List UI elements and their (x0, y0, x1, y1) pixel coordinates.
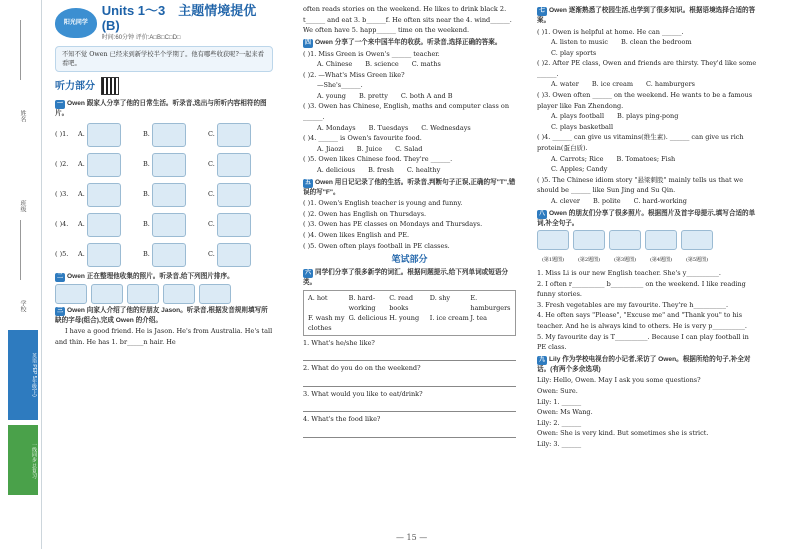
q7-options: C. plays basketball (551, 122, 614, 131)
option-letter: C. (208, 130, 215, 138)
word-bank-item: B. hard-working (348, 293, 376, 312)
q1-option[interactable] (143, 183, 205, 207)
q8-heading: Owen 的朋友们分享了很多照片。根据图片及首字母提示,填写合适的单词,补全句子。 (537, 209, 756, 227)
q3-heading: Owen 向家人介绍了他的好朋友 Jason。听录音,根据发音规则填写所缺的字母(组合),完成 Owen 的介绍。 (55, 306, 268, 324)
q7-options: A. listen to music B. clean the bedroom (551, 38, 692, 47)
q9-dialogue-line: Owen: Ms Wang. (537, 408, 593, 417)
q9-dialogue-line: Owen: She is very kind. But sometimes she is strict. (537, 429, 709, 438)
option-letter: C. (208, 190, 215, 198)
q1-option[interactable] (208, 213, 270, 237)
option-picture (217, 153, 251, 177)
word-bank-item: C. read books (389, 293, 414, 312)
option-letter: A. (78, 250, 85, 258)
writing-title: 笔试部分 (391, 254, 428, 265)
q4-options: A. Jiaozi B. Juice C. Salad (317, 144, 423, 153)
q1-option[interactable] (143, 243, 205, 267)
q9-dialogue-line: Lily: 1. ______ (537, 397, 582, 406)
class-label: 班级 (19, 200, 25, 212)
q1-row (55, 150, 273, 180)
picture-caption: (第3题图) (613, 257, 637, 264)
option-picture (87, 183, 121, 207)
q7-options: A. Carrots; Rice B. Tomatoes; Fish (551, 154, 676, 163)
q1-number: ( )1. (55, 130, 69, 138)
option-letter: C. (208, 250, 215, 258)
answer-line[interactable] (303, 376, 516, 387)
word-bank-item: D. shy (429, 293, 451, 302)
q4-question: ( )4. ______ is Owen's favourite food. (303, 134, 422, 143)
q1-number: ( )4. (55, 220, 69, 228)
word-bank-item: H. young (389, 313, 420, 322)
listening-title: 听力部分 (55, 80, 95, 92)
q1-option[interactable] (208, 123, 270, 147)
picture (573, 230, 605, 250)
word-bank-item: E. hamburgers (470, 293, 511, 312)
q8-picture (537, 230, 569, 266)
q1-number: ( )2. (55, 160, 69, 168)
q3-passage: I have a good friend. He is Jason. He's from Australia. He's tall and thin. He has 1. br_____n hair. He (55, 327, 273, 346)
column-1: 阳光同学 Units 1～3 主题情境提优(B) 时间:60分钟 评价:A□B□C□D□ 不知不觉 Owen 已经来到新学校半个学期了。他有哪些收获呢?一起来看看吧。 听力部分 一 Owen 跟家人分享了他的日常生活。听录音,选出与所听内容相符的图片。 ( )1. A. B. C. ( )2. A. B. C. ( )3. A. B. C. ( )4. A. B. C. ( )5. A. B. C. 二 Owen 正在整理他收集的照片。听录音,给下列图片排序。 三 Owen 向家人介绍了他的好朋友 Jason。听录音,根据发音规则填写所缺的字母(组合),完成 Owen 的介绍。 I have a good friend. He is Jason. He's from Australia. He's tall and thin. He has 1. br_____n hair. He (55, 2, 273, 346)
option-letter: A. (78, 220, 85, 228)
q9-dialogue-line: Lily: 2. ______ (537, 418, 582, 427)
option-picture (217, 123, 251, 147)
option-letter: A. (78, 190, 85, 198)
q5-heading: Owen 用日记记录了他的生活。听录音,判断句子正误,正确的写"T",错误的写"F"。 (303, 178, 516, 196)
option-letter: C. (208, 220, 215, 228)
q4-options: —She's______. (317, 81, 363, 90)
option-picture (217, 243, 251, 267)
q9-dialogue-line: Lily: 3. ______ (537, 439, 582, 448)
answer-line[interactable] (303, 401, 516, 412)
answer-line[interactable] (303, 350, 516, 361)
q9-dialogue-line: Owen: Sure. (537, 386, 578, 395)
q1-option[interactable] (78, 243, 140, 267)
q1-number: ( )3. (55, 190, 69, 198)
picture-caption: (第2题图) (577, 257, 601, 264)
q7-question: ( )1. Owen is helpful at home. He can ______. (537, 27, 684, 36)
option-letter: B. (143, 160, 150, 168)
q2-pictures (55, 284, 273, 304)
q7-heading: Owen 逐渐熟悉了校园生活,也学到了很多知识。根据语境选择合适的答案。 (537, 7, 756, 24)
option-picture (152, 123, 186, 147)
q6-question: 4. What's the food like? (303, 415, 381, 424)
picture (681, 230, 713, 250)
page-title: Units 1～3 主题情境提优(B) (101, 2, 257, 33)
q5-statement: ( )4. Owen likes English and PE. (303, 230, 410, 239)
option-picture (87, 153, 121, 177)
name-label: 姓名 (19, 110, 25, 122)
q4-question: ( )2. —What's Miss Green like? (303, 70, 405, 79)
option-picture (152, 243, 186, 267)
option-letter: B. (143, 220, 150, 228)
q8-picture (609, 230, 641, 266)
option-letter: A. (78, 160, 85, 168)
q7-options: C. Apples; Candy (551, 165, 608, 174)
option-picture (217, 213, 251, 237)
intro-text: 不知不觉 Owen 已经来到新学校半个学期了。他有哪些收获呢?一起来看看吧。 (55, 46, 273, 72)
q6-question: 2. What do you do on the weekend? (303, 364, 421, 373)
option-letter: C. (208, 160, 215, 168)
q1-option[interactable] (208, 183, 270, 207)
option-picture (87, 213, 121, 237)
q8-picture (645, 230, 677, 266)
q4-options: A. Mondays B. Tuesdays C. Wednesdays (317, 123, 471, 132)
page-number: — 15 — (396, 533, 428, 542)
word-bank (303, 290, 516, 336)
q1-row (55, 210, 273, 240)
column-2: often reads stories on the weekend. He likes to drink black 2. t______ and eat 3. b______f. He often sits near the 4. wind______. We often have 5. happ______ time on the weekend. 四 Owen 分享了一个来中国半年的收获。听录音,选择正确的答案。 ( )1. Miss Green is Owen's ______ teacher. A. Chinese B. science C. maths ( )2. —What's Miss Green like? —She's______. A. young B. pretty C. both A and B ( )3. Owen has Chinese, English, maths and computer class on ______. A. Mondays B. Tuesdays C. Wednesdays ( )4. ______ is Owen's favourite food. A. Jiaozi B. Juice C. Salad ( )5. Owen likes Chinese food. They're ______. A. delicious B. fresh C. healthy 五 Owen 用日记记录了他的生活。听录音,判断句子正误,正确的写"T",错误的写"F"。 ( )1. Owen's English teacher is young and funny. ( )2. Owen has English on Thursdays. ( )3. Owen has PE classes on Mondays and Thursdays. ( )4. Owen likes English and PE. ( )5. Owen often plays football in PE classes. 笔试部分 六 同学们分享了很多新学的词汇。根据问题提示,给下列单词或短语分类。 A. hot B. hard-working C. read books D. shy E. hamburgers F. wash my clothes G. delicious H. young I. ice cream J. tea 1. What's he/she like? 2. What do you do on the weekend? 3. What would you like to eat/drink? 4. What's the food like? (303, 4, 516, 440)
q7-options: C. play sports (551, 48, 597, 57)
option-picture (152, 213, 186, 237)
q4-question: ( )1. Miss Green is Owen's ______ teacher. (303, 49, 440, 58)
q6-question: 1. What's he/she like? (303, 338, 375, 347)
q5-statement: ( )3. Owen has PE classes on Mondays and Thursdays. (303, 220, 483, 229)
q1-number: ( )5. (55, 250, 69, 258)
q1-option[interactable] (78, 153, 140, 177)
column-3: 七 Owen 逐渐熟悉了校园生活,也学到了很多知识。根据语境选择合适的答案。 ( )1. Owen is helpful at home. He can ______. A. listen to music B. clean the bedroom C. play sports ( )2. After PE class, Owen and friends are thirsty. They'd like some ______. A. water B. ice cream C. hamburgers ( )3. Owen often ______ on the weekend. He wants to be a famous player like Fan Zhendong. A. plays football B. plays ping-pong C. plays basketball ( )4. ______ can give us vitamins(维生素). ______ can give us rich protein(蛋白质). A. Carrots; Rice B. Tomatoes; Fish C. Apples; Candy ( )5. The Chinese idiom story "悬梁刺股" mainly tells us that we should be ______ like Sun Jing and Su Qin. A. clever B. polite C. hard-working 八 Owen 的朋友们分享了很多照片。根据图片及首字母提示,填写合适的单词,补全句子。 (第1题图) (第2题图) (第3题图) (第4题图) (第5题图) 1. Miss Li is our new English teacher. She's y__________. 2. I often r__________ b__________ on the weekend. I like reading funny stories. 3. Fresh vegetables are my favourite. They're h__________. 4. He often says "Please", "Excuse me" and "Thank you" to his teacher. And he is always kind to others. He is very p__________. 5. My favourite day is T__________. Because I can play football in PE class. 九 Lily 作为学校电视台的小记者,采访了 Owen。根据所给的句子,补全对话。(有两个多余选项) Lily: Hello, Owen. May I ask you some questions? Owen: Sure. Lily: 1. ______ Owen: Ms Wang. Lily: 2. ______ Owen: She is very kind. But sometimes she is strict. Lily: 3. ______ (537, 4, 759, 450)
word-bank-item: G. delicious (348, 313, 388, 322)
q8-sentence: 1. Miss Li is our new English teacher. She's y__________. (537, 269, 721, 278)
q1-option[interactable] (143, 153, 205, 177)
option-letter: B. (143, 250, 150, 258)
q8-sentence: 5. My favourite day is T__________. Because I can play football in PE class. (537, 332, 749, 352)
q4-options: A. Chinese B. science C. maths (317, 60, 441, 69)
q1-option[interactable] (78, 123, 140, 147)
q6-heading: 同学们分享了很多新学的词汇。根据问题提示,给下列单词或短语分类。 (303, 269, 509, 287)
q7-question: ( )2. After PE class, Owen and friends are thirsty. They'd like some ______. (537, 59, 757, 78)
option-picture (217, 183, 251, 207)
q3-passage-cont: often reads stories on the weekend. He likes to drink black 2. t______ and eat 3. b______f. He often sits near the 4. wind______. We often have 5. happ______ time on the weekend. (303, 5, 512, 34)
q8-picture (681, 230, 713, 266)
option-picture (87, 123, 121, 147)
picture-caption: (第1题图) (541, 257, 565, 264)
q7-options: A. clever B. polite C. hard-working (551, 197, 687, 205)
q4-question: ( )5. Owen likes Chinese food. They're ______. (303, 155, 453, 164)
q5-statement: ( )5. Owen often plays football in PE classes. (303, 241, 450, 250)
q1-row (55, 240, 273, 270)
q8-sentence: 2. I often r__________ b__________ on the weekend. I like reading funny stories. (537, 279, 746, 299)
score-box: 时间:60分钟 评价:A□B□C□D□ (101, 34, 181, 41)
picture-caption: (第4题图) (649, 257, 673, 264)
q1-option[interactable] (143, 213, 205, 237)
q4-heading: Owen 分享了一个来中国半年的收获。听录音,选择正确的答案。 (315, 38, 502, 46)
picture (645, 230, 677, 250)
word-bank-item: A. hot (308, 293, 328, 302)
answer-line[interactable] (303, 427, 516, 438)
series-tag: 英语 PEP 5年级(上) (8, 330, 38, 420)
q1-option[interactable] (78, 213, 140, 237)
q9-heading: Lily 作为学校电视台的小记者,采访了 Owen。根据所给的句子,补全对话。(有两个多余选项) (537, 355, 751, 373)
q5-statement: ( )1. Owen's English teacher is young and funny. (303, 199, 463, 208)
q2-heading: Owen 正在整理他收集的照片。听录音,给下列图片排序。 (67, 272, 234, 280)
q7-question: ( )5. The Chinese idiom story "悬梁刺股" mainly tells us that we should be ______ like Sun Jing and Su Qin. (537, 175, 744, 195)
q4-question: ( )3. Owen has Chinese, English, maths and computer class on ______. (303, 102, 510, 122)
q1-row (55, 180, 273, 210)
q6-question: 3. What would you like to eat/drink? (303, 389, 423, 398)
q7-options: A. water B. ice cream C. hamburgers (551, 80, 696, 89)
binding-edge (0, 0, 42, 549)
qr-code-icon (101, 77, 119, 95)
q1-row (55, 120, 273, 150)
brand-logo: 阳光同学 (55, 8, 97, 38)
option-picture (152, 153, 186, 177)
word-bank-item: I. ice cream (429, 313, 469, 322)
q8-sentence: 3. Fresh vegetables are my favourite. They're h__________. (537, 300, 729, 309)
picture (609, 230, 641, 250)
series-tag-2: 一线同步 总复习 (8, 425, 38, 495)
q1-heading: Owen 跟家人分享了他的日常生活。听录音,选出与所听内容相符的图片。 (55, 100, 267, 117)
q1-option[interactable] (78, 183, 140, 207)
q9-dialogue-line: Lily: Hello, Owen. May I ask you some questions? (537, 376, 701, 385)
option-letter: A. (78, 130, 85, 138)
q8-pictures (537, 230, 759, 266)
q4-options: A. young B. pretty C. both A and B (317, 91, 453, 100)
q1-option[interactable] (143, 123, 205, 147)
q4-options: A. delicious B. fresh C. healthy (317, 166, 441, 175)
word-bank-item: J. tea (470, 313, 487, 322)
option-letter: B. (143, 130, 150, 138)
q1-option[interactable] (208, 243, 270, 267)
picture-caption: (第5题图) (685, 257, 709, 264)
option-picture (152, 183, 186, 207)
option-picture (87, 243, 121, 267)
q8-picture (573, 230, 605, 266)
q7-options: A. plays football B. plays ping-pong (551, 112, 679, 121)
word-bank-item: F. wash my clothes (308, 313, 345, 332)
q5-statement: ( )2. Owen has English on Thursdays. (303, 209, 427, 218)
q7-question: ( )3. Owen often ______ on the weekend. He wants to be a famous player like Fan Zhendong. (537, 91, 753, 110)
school-label: 学校 (19, 300, 25, 312)
q7-question: ( )4. ______ can give us vitamins(维生素). ______ can give us rich protein(蛋白质). (537, 133, 744, 153)
option-letter: B. (143, 190, 150, 198)
q1-option[interactable] (208, 153, 270, 177)
picture (537, 230, 569, 250)
q8-sentence: 4. He often says "Please", "Excuse me" and "Thank you" to his teacher. And he is always kind to others. He is very p__________. (537, 311, 747, 331)
